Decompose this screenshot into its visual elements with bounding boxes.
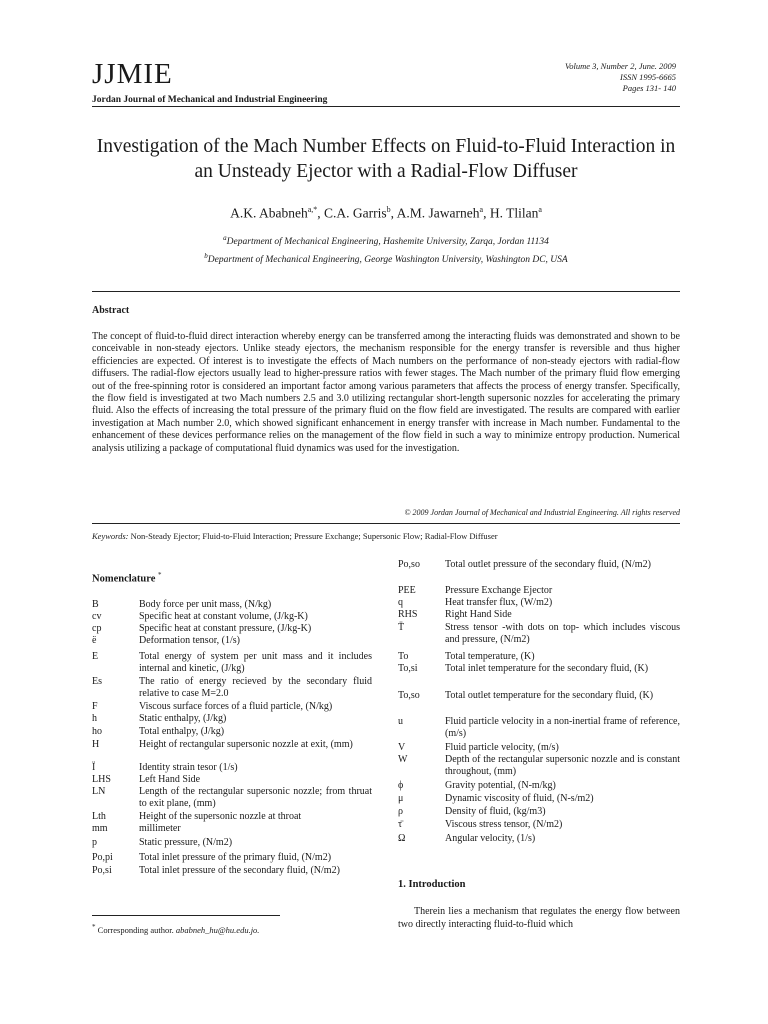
pages-line: Pages 131- 140 [622, 83, 676, 93]
nomenclature-definition: Length of the rectangular supersonic nozzle; from thruat to exit plane, (mm) [139, 786, 372, 809]
nomenclature-definition: Total outlet pressure of the secondary fluid, (N/m2) [445, 559, 651, 570]
nomenclature-definition: Gravity potential, (N-m/kg) [445, 780, 556, 791]
nomenclature-symbol: E [92, 651, 99, 662]
nomenclature-symbol: To,si [398, 663, 418, 674]
author-sup: b [386, 205, 391, 214]
author-sup: a [479, 205, 484, 214]
nomenclature-definition: Density of fluid, (kg/m3) [445, 806, 546, 817]
abstract-top-rule [92, 291, 680, 292]
copyright-notice: © 2009 Jordan Journal of Mechanical and Industrial Engineering. All rights reserved [404, 508, 680, 517]
nomenclature-definition: Static pressure, (N/m2) [139, 837, 233, 848]
nomenclature-symbol: u [398, 716, 403, 727]
keywords [92, 531, 498, 541]
nomenclature-symbol: Es [92, 676, 102, 687]
nomenclature-definition: Left Hand Side [139, 774, 201, 785]
issn-line: ISSN 1995-6665 [620, 72, 676, 82]
nomenclature-symbol: ρ [398, 806, 403, 817]
nomenclature-symbol: p [92, 837, 97, 848]
nomenclature-definition: Total inlet pressure of the secondary fluid, (N/m2) [139, 865, 340, 876]
nomenclature-definition: Total energy of system per unit mass and it includes internal and kinetic, (J/kg) [139, 651, 372, 674]
nomenclature-symbol: LHS [92, 774, 111, 785]
nomenclature-symbol: cp [92, 623, 102, 634]
footnote-marker: * [92, 923, 96, 931]
journal-logo: JJMIE [92, 58, 173, 90]
author-sup: a [538, 205, 542, 214]
nomenclature-definition: Total inlet temperature for the secondary fluid, (K) [445, 663, 649, 674]
nomenclature-definition: Viscous stress tensor, (N/m2) [445, 819, 563, 830]
nomenclature-symbol: mm [92, 823, 108, 834]
nomenclature-symbol: Ω [398, 833, 406, 844]
nomenclature-symbol: V [398, 742, 406, 753]
keywords-text: Non-Steady Ejector; Fluid-to-Fluid Interaction; Pressure Exchange; Supersonic Flow; Radial-Flow Diffuser [130, 531, 498, 541]
nomenclature-marker: * [158, 571, 162, 579]
nomenclature-definition: Depth of the rectangular supersonic nozzle and is constant throughout, (mm) [445, 754, 680, 777]
footnote-email[interactable]: ababneh_hu@hu.edu.jo. [175, 924, 260, 935]
nomenclature-symbol: τ̈ [398, 819, 403, 830]
introduction-heading: 1. Introduction [398, 879, 466, 890]
affiliation-b [92, 252, 680, 265]
volume-info [565, 61, 676, 94]
nomenclature-symbol: μ [398, 793, 404, 804]
nomenclature-symbol: W [398, 754, 408, 765]
nomenclature-symbol: Ï [92, 762, 96, 773]
nomenclature-symbol: ho [92, 726, 102, 737]
nomenclature-definition: Total temperature, (K) [445, 651, 535, 662]
nomenclature-symbol: To [398, 651, 409, 662]
nomenclature-definition: Viscous surface forces of a fluid particle, (N/kg) [139, 701, 333, 712]
affiliation-text: Department of Mechanical Engineering, George Washington University, Washington DC, USA [207, 255, 568, 266]
nomenclature-symbol: Po,pi [92, 852, 113, 863]
paper-title: Investigation of the Mach Number Effects on Fluid-to-Fluid Interaction in an Unsteady Ejector with a Radial-Flow Diffuser [96, 136, 676, 182]
affiliation-sup: a [223, 234, 227, 242]
footnote-label: Corresponding author. [97, 924, 174, 935]
nomenclature-symbol: RHS [398, 609, 418, 620]
author-sup: a,* [307, 205, 318, 214]
author-name: A.M. Jawarneh [396, 205, 480, 221]
author-name: A.K. Ababneh [230, 205, 308, 221]
nomenclature-definition: Total inlet pressure of the primary fluid, (N/m2) [139, 852, 332, 863]
nomenclature-definition: Fluid particle velocity in a non-inertial frame of reference, (m/s) [445, 716, 680, 739]
nomenclature-definition: Specific heat at constant volume, (J/kg-K) [139, 611, 308, 622]
author-name: C.A. Garris [324, 205, 387, 221]
nomenclature-symbol: F [92, 701, 98, 712]
nomenclature-symbol: B [92, 599, 99, 610]
affiliation-sup: b [204, 252, 208, 260]
nomenclature-definition: Fluid particle velocity, (m/s) [445, 742, 559, 753]
nomenclature-symbol: T̈ [398, 622, 405, 633]
nomenclature-symbol: To,so [398, 690, 420, 701]
nomenclature-definition: Total enthalpy, (J/kg) [139, 726, 225, 737]
nomenclature-heading [92, 571, 162, 585]
nomenclature-definition: Deformation tensor, (1/s) [139, 635, 240, 646]
nomenclature-definition: Heat transfer flux, (W/m2) [445, 597, 553, 608]
author-list: A.K. Ababneh$^{a,*}$, C.A. Garris$^b$, A.M. Jawarneh$^a$, H. Tlilan$^a$ [230, 205, 542, 221]
nomenclature-symbol: Po,so [398, 559, 420, 570]
nomenclature-definition: Height of the supersonic nozzle at throat [139, 811, 302, 822]
nomenclature-definition: Right Hand Side [445, 609, 512, 620]
nomenclature-definition: Pressure Exchange Ejector [445, 585, 553, 596]
footnote-rule [92, 915, 280, 916]
nomenclature-definition: Stress tensor -with dots on top- which includes viscous and pressure, (N/m2) [445, 622, 680, 645]
nomenclature-definition: Total outlet temperature for the secondary fluid, (K) [445, 690, 654, 701]
nomenclature-definition: The ratio of energy recieved by the secondary fluid relative to case M=2.0 [139, 676, 372, 699]
nomenclature-symbol: h [92, 713, 97, 724]
nomenclature-symbol: Lth [92, 811, 106, 822]
nomenclature-symbol: LN [92, 786, 106, 797]
journal-name: Jordan Journal of Mechanical and Industrial Engineering [92, 95, 328, 105]
nomenclature-definition: Body force per unit mass, (N/kg) [139, 599, 272, 610]
nomenclature-definition: Static enthalpy, (J/kg) [139, 713, 227, 724]
nomenclature-symbol: q [398, 597, 403, 608]
nomenclature-symbol: cv [92, 611, 102, 622]
nomenclature-definition: Height of rectangular supersonic nozzle at exit, (mm) [139, 739, 353, 750]
nomenclature-symbol: H [92, 739, 100, 750]
header-rule [92, 106, 680, 107]
nomenclature-symbol: ϕ [398, 780, 404, 791]
affiliation-a [92, 234, 680, 247]
nomenclature-definition: Identity strain tesor (1/s) [139, 762, 238, 773]
nomenclature-symbol: PEE [398, 585, 416, 596]
volume-line: Volume 3, Number 2, June. 2009 [565, 61, 676, 71]
footnote [92, 923, 259, 935]
nomenclature-definition: millimeter [139, 823, 181, 834]
nomenclature-title: Nomenclature [92, 573, 156, 585]
introduction-text: Therein lies a mechanism that regulates the energy flow between two directly interacting fluid-to-fluid which [398, 906, 680, 930]
abstract-heading: Abstract [92, 305, 130, 316]
abstract-text: The concept of fluid-to-fluid direct interaction whereby energy can be transferred among the interacting fluids was demonstrated and shown to be conceivable in non-steady ejectors. Unlike steady ejectors, the mechanism responsible for the energy transfer is reversible and thus higher efficiencies are expected. Of interest is to investigate the effects of Mach numbers on the performance of non-steady ejectors with radial-flow diffusers. The radial-flow ejectors usually lead to higher-pressure ratios with fewer stages. The Mach number of the primary fluid flow emerging out of the free-spinning rotor is considered an important factor among various parameters that affects the process of energy transfer. Specifically, the flow field is investigated at two Mach numbers 2.5 and 3.0 utilizing rectangular short-length supersonic nozzles for accelerating the primary fluid. Also the effects of increasing the total pressure of the primary fluid on the flow field are investigated. The results are compared with earlier investigation at Mach number 2.0, which showed significant enhancement in energy transfer with increase in Mach number. Fundamental to the enhancement of these devices performance relies on the management of the flow field in such a way to minimize entropy production. Numerical analysis utilizing a package of computational fluid dynamics was used for the investigation. [92, 331, 680, 454]
nomenclature-symbol: Po,si [92, 865, 112, 876]
affiliation-text: Department of Mechanical Engineering, Hashemite University, Zarqa, Jordan 11134 [226, 237, 549, 248]
nomenclature-definition: Dynamic viscosity of fluid, (N-s/m2) [445, 793, 594, 804]
nomenclature-definition: Specific heat at constant pressure, (J/kg-K) [139, 623, 312, 634]
keywords-label: Keywords: [92, 531, 129, 541]
nomenclature-symbol: ë [92, 635, 97, 646]
nomenclature-definition: Angular velocity, (1/s) [445, 833, 536, 844]
abstract-bottom-rule [92, 523, 680, 524]
author-name: H. Tlilan [489, 205, 539, 221]
